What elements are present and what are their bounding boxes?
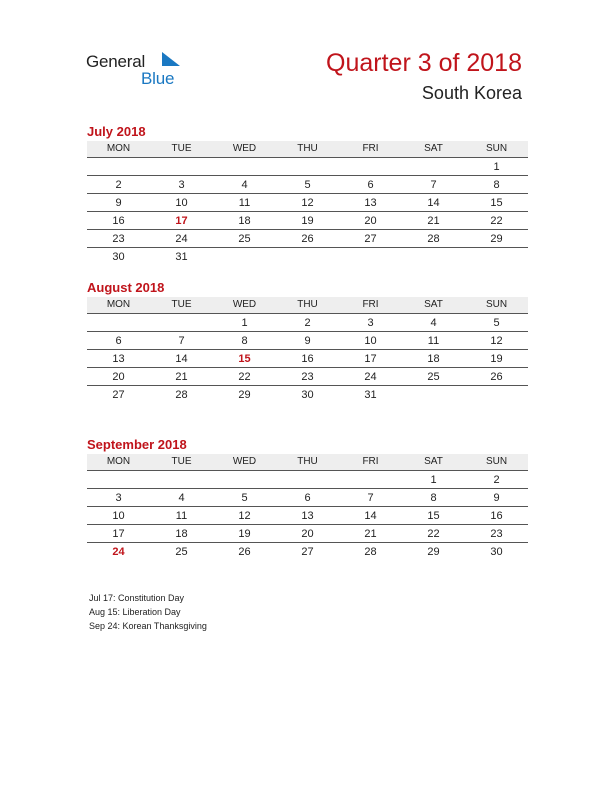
day-cell: 17 — [364, 353, 377, 365]
day-cell: 22 — [238, 371, 251, 383]
empty-day-cell — [213, 248, 276, 265]
day-cell: 31 — [364, 389, 377, 401]
day-cell: 2 — [493, 474, 500, 486]
weekday-label: TUE — [171, 299, 192, 310]
empty-day-cell — [402, 386, 465, 403]
empty-day-cell — [276, 471, 339, 488]
day-cell: 12 — [238, 510, 251, 522]
day-cell: 27 — [301, 546, 314, 558]
weekday-label: MON — [106, 456, 131, 467]
day-cell: 19 — [301, 215, 314, 227]
day-cell: 1 — [430, 474, 437, 486]
day-cell: 14 — [364, 510, 377, 522]
weekday-label: SUN — [485, 299, 508, 310]
empty-day-cell — [150, 314, 213, 331]
day-cell: 2 — [115, 179, 122, 191]
empty-day-cell — [150, 158, 213, 175]
day-cell: 11 — [175, 510, 188, 522]
week-row — [87, 314, 528, 332]
quarter-title: Quarter 3 of 2018 — [326, 49, 522, 77]
day-cell: 24 — [364, 371, 377, 383]
month-title: September 2018 — [87, 437, 187, 452]
empty-day-cell — [213, 471, 276, 488]
day-cell: 4 — [178, 492, 185, 504]
logo-text-general: General — [86, 52, 146, 71]
empty-day-cell — [87, 158, 150, 175]
week-row — [87, 248, 528, 265]
day-cell: 2 — [304, 317, 311, 329]
day-cell: 25 — [427, 371, 440, 383]
empty-day-cell — [465, 386, 528, 403]
day-cell: 18 — [175, 528, 188, 540]
empty-day-cell — [87, 471, 150, 488]
week-row — [87, 350, 528, 368]
week-row — [87, 507, 528, 525]
empty-day-cell — [339, 471, 402, 488]
weekday-label: WED — [232, 143, 257, 154]
weekday-label: TUE — [171, 456, 192, 467]
empty-day-cell — [276, 158, 339, 175]
week-row — [87, 212, 528, 230]
day-cell: 3 — [115, 492, 122, 504]
weekday-header-row — [87, 454, 528, 471]
day-cell: 13 — [301, 510, 314, 522]
day-cell: 6 — [367, 179, 374, 191]
weekday-label: SAT — [424, 456, 443, 467]
week-row — [87, 194, 528, 212]
empty-day-cell — [213, 158, 276, 175]
day-cell: 10 — [175, 197, 188, 209]
week-row — [87, 332, 528, 350]
weekday-label: FRI — [362, 143, 379, 154]
day-cell: 1 — [493, 161, 500, 173]
weekday-label: THU — [297, 456, 318, 467]
flag-icon — [162, 52, 180, 68]
day-cell: 23 — [490, 528, 503, 540]
week-row — [87, 386, 528, 403]
empty-day-cell — [276, 248, 339, 265]
holiday-note: Jul 17: Constitution Day — [89, 593, 185, 603]
day-cell: 26 — [490, 371, 503, 383]
day-cell: 5 — [304, 179, 311, 191]
day-cell: 10 — [112, 510, 125, 522]
day-cell: 22 — [490, 215, 503, 227]
weekday-label: SAT — [424, 143, 443, 154]
day-cell: 10 — [364, 335, 377, 347]
day-cell: 23 — [301, 371, 314, 383]
day-cell: 14 — [175, 353, 188, 365]
empty-day-cell — [339, 158, 402, 175]
holiday-day-cell: 24 — [112, 546, 125, 558]
day-cell: 15 — [427, 510, 440, 522]
day-cell: 20 — [301, 528, 314, 540]
day-cell: 9 — [115, 197, 122, 209]
day-cell: 16 — [490, 510, 503, 522]
weekday-header-row — [87, 297, 528, 314]
week-row — [87, 471, 528, 489]
day-cell: 11 — [427, 335, 440, 347]
week-row — [87, 489, 528, 507]
weekday-label: MON — [106, 299, 131, 310]
country-name: South Korea — [421, 83, 522, 103]
holiday-day-cell: 17 — [175, 215, 188, 227]
day-cell: 19 — [490, 353, 503, 365]
holiday-day-cell: 15 — [238, 353, 251, 365]
week-row — [87, 176, 528, 194]
day-cell: 18 — [427, 353, 440, 365]
day-cell: 15 — [490, 197, 503, 209]
general-blue-logo — [86, 50, 196, 90]
holiday-note: Sep 24: Korean Thanksgiving — [89, 621, 207, 631]
day-cell: 7 — [430, 179, 437, 191]
day-cell: 20 — [112, 371, 125, 383]
day-cell: 11 — [238, 197, 251, 209]
day-cell: 7 — [178, 335, 185, 347]
day-cell: 6 — [304, 492, 311, 504]
day-cell: 28 — [427, 233, 440, 245]
empty-day-cell — [465, 248, 528, 265]
weekday-label: TUE — [171, 143, 192, 154]
weekday-label: WED — [232, 299, 257, 310]
day-cell: 20 — [364, 215, 377, 227]
day-cell: 28 — [364, 546, 377, 558]
weekday-label: THU — [297, 299, 318, 310]
day-cell: 16 — [301, 353, 314, 365]
day-cell: 25 — [238, 233, 251, 245]
week-row — [87, 230, 528, 248]
weekday-label: SUN — [485, 143, 508, 154]
day-cell: 3 — [367, 317, 374, 329]
weekday-label: THU — [297, 143, 318, 154]
weekday-label: WED — [232, 456, 257, 467]
month-title: July 2018 — [87, 124, 146, 139]
day-cell: 27 — [112, 389, 125, 401]
empty-day-cell — [402, 158, 465, 175]
day-cell: 5 — [241, 492, 248, 504]
day-cell: 24 — [175, 233, 188, 245]
day-cell: 16 — [112, 215, 125, 227]
weekday-header-row — [87, 141, 528, 158]
week-row — [87, 525, 528, 543]
day-cell: 14 — [427, 197, 440, 209]
day-cell: 17 — [112, 528, 125, 540]
week-row — [87, 543, 528, 560]
day-cell: 30 — [301, 389, 314, 401]
week-row — [87, 158, 528, 176]
month-calendar-july — [87, 123, 528, 265]
day-cell: 31 — [175, 251, 188, 263]
empty-day-cell — [402, 248, 465, 265]
month-calendar-august — [87, 279, 528, 403]
day-cell: 23 — [112, 233, 125, 245]
day-cell: 5 — [493, 317, 500, 329]
day-cell: 13 — [364, 197, 377, 209]
day-cell: 29 — [238, 389, 251, 401]
day-cell: 3 — [178, 179, 185, 191]
day-cell: 30 — [112, 251, 125, 263]
day-cell: 26 — [238, 546, 251, 558]
day-cell: 8 — [493, 179, 500, 191]
day-cell: 7 — [367, 492, 374, 504]
day-cell: 27 — [364, 233, 377, 245]
day-cell: 4 — [430, 317, 437, 329]
holiday-notes — [89, 591, 207, 633]
day-cell: 6 — [115, 335, 122, 347]
day-cell: 29 — [427, 546, 440, 558]
day-cell: 12 — [301, 197, 314, 209]
day-cell: 29 — [490, 233, 503, 245]
weekday-label: FRI — [362, 456, 379, 467]
week-row — [87, 368, 528, 386]
day-cell: 13 — [112, 353, 125, 365]
day-cell: 4 — [241, 179, 248, 191]
day-cell: 21 — [427, 215, 440, 227]
day-cell: 26 — [301, 233, 314, 245]
weekday-label: SUN — [485, 456, 508, 467]
month-calendar-september — [87, 436, 528, 560]
day-cell: 1 — [241, 317, 248, 329]
logo-text-blue: Blue — [141, 69, 175, 88]
day-cell: 25 — [175, 546, 188, 558]
day-cell: 19 — [238, 528, 251, 540]
month-title: August 2018 — [87, 280, 165, 295]
day-cell: 28 — [175, 389, 188, 401]
weekday-label: FRI — [362, 299, 379, 310]
day-cell: 8 — [430, 492, 437, 504]
empty-day-cell — [150, 471, 213, 488]
weekday-label: SAT — [424, 299, 443, 310]
day-cell: 18 — [238, 215, 251, 227]
empty-day-cell — [339, 248, 402, 265]
day-cell: 12 — [490, 335, 503, 347]
day-cell: 21 — [364, 528, 377, 540]
day-cell: 30 — [490, 546, 503, 558]
empty-day-cell — [87, 314, 150, 331]
day-cell: 9 — [304, 335, 311, 347]
holiday-note: Aug 15: Liberation Day — [89, 607, 181, 617]
day-cell: 21 — [175, 371, 188, 383]
weekday-label: MON — [106, 143, 131, 154]
day-cell: 9 — [493, 492, 500, 504]
day-cell: 8 — [241, 335, 248, 347]
day-cell: 22 — [427, 528, 440, 540]
